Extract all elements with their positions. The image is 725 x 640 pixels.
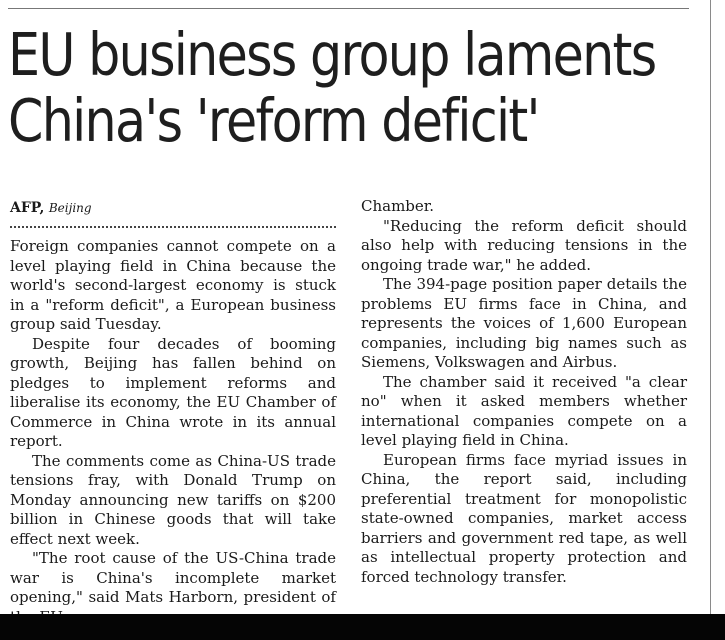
paragraph: "The root cause of the US-China trade war is China's incomplete market opening," said Mats Harborn, president of	[10, 549, 336, 606]
headline-line-2: China's 'reform deficit'	[8, 86, 539, 155]
paragraph: Chamber.	[361, 197, 435, 215]
paragraph: Foreign companies cannot compete on a level playing field in China because the world's second-largest economy is stuck in a "reform deficit", a European business group said Tuesday.	[10, 237, 336, 333]
byline	[10, 199, 92, 217]
article-column-2	[361, 197, 687, 587]
paragraph: The comments come as China-US trade tensions fray, with Donald Trump on Monday announcing new tariffs on $200 billion in Chinese goods that will take effect next week.	[10, 451, 336, 548]
paragraph: The chamber said it received "a clear no" when it asked members whether international companies compete on a level playing field in China.	[361, 372, 687, 449]
byline-location: Beijing	[48, 201, 92, 215]
byline-agency: AFP,	[10, 200, 45, 216]
dotted-separator	[10, 226, 336, 228]
paragraph: The 394-page position paper details the problems EU firms face in China, and represents the voices of 1,600 European companies, including big names such as Siemens, Volkswagen and Airbus.	[361, 275, 687, 371]
paragraph: Despite four decades of booming growth, Beijing has fallen behind on pledges to implement reforms and liberalise its economy, the EU Chamber of Commerce in China wrote in its annual report.	[10, 334, 336, 450]
paragraph: European firms face myriad issues in China, the report said, including preferential treatment for monopolistic state-owned companies, market access barriers and government red tape, as well as intellectual property protection and forced technology transfer.	[361, 450, 687, 586]
top-rule	[8, 8, 689, 9]
article-headline	[8, 20, 656, 155]
bottom-border-bar	[0, 614, 725, 640]
headline-line-1: EU business group laments	[8, 20, 656, 89]
right-column-rule	[710, 0, 711, 614]
paragraph: "Reducing the reform deficit should also help with reducing tensions in the ongoing trade war," he added.	[361, 216, 687, 274]
article-column-1	[10, 237, 336, 627]
